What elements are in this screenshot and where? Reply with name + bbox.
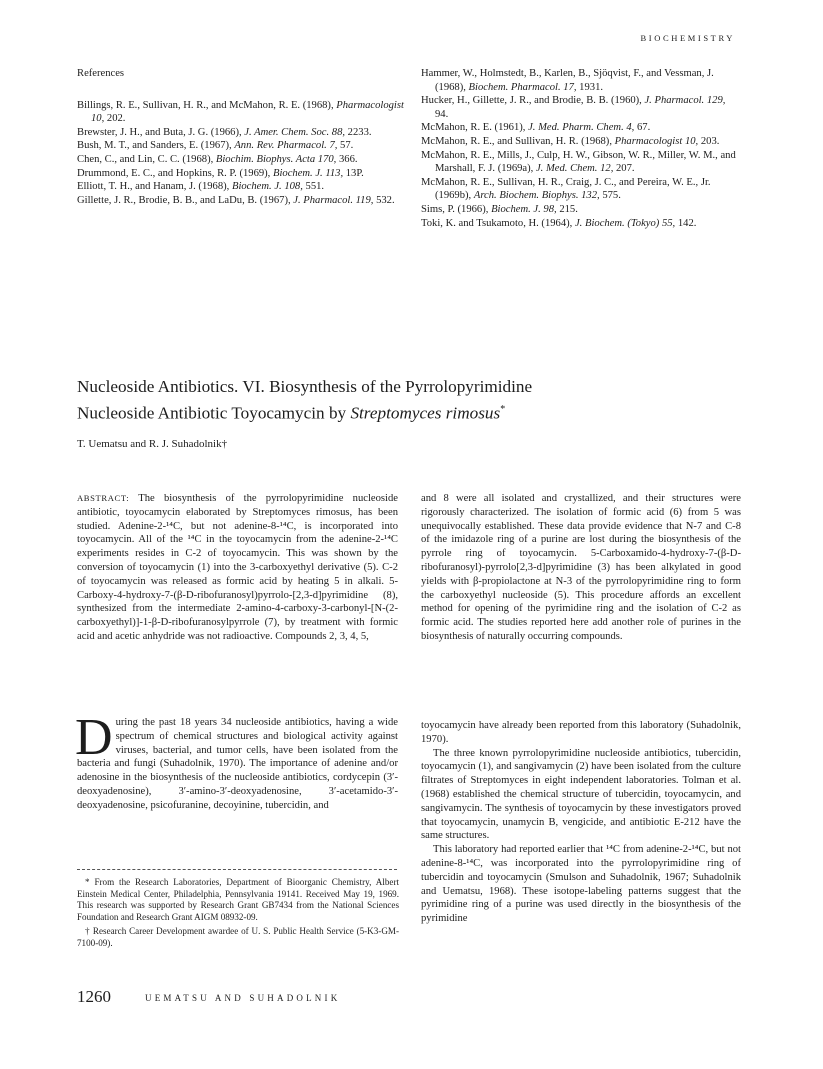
references-left-column — [77, 67, 407, 207]
running-head: BIOCHEMISTRY — [640, 33, 735, 43]
page-number: 1260 — [77, 987, 111, 1006]
drop-cap: D — [75, 709, 113, 766]
reference-entry: Hammer, W., Holmstedt, B., Karlen, B., Sjöqvist, F., and Vessman, J. (1968), Biochem. Pharmacol. 17, 1931. — [421, 68, 714, 93]
body-paragraph: This laboratory had reported earlier that ¹⁴C from adenine-2-¹⁴C, but not adenine-8-¹⁴C, was incorporated into the pyrrolopyrimidine ring of tubercidin and toyocamycin (Smulson and Suhadolnik, 1967; Suhadolnik and Uematsu, 1968). These isotope-labeling patterns suggest that the pyrimidine ring of a purine was used directly in the biosynthesis of the pyrimidine — [421, 844, 741, 925]
reference-entry: McMahon, R. E. (1961), J. Med. Pharm. Chem. 4, 67. — [421, 122, 651, 134]
footer-author-names: UEMATSU AND SUHADOLNIK — [145, 993, 341, 1003]
body-paragraph: toyocamycin have already been reported from this laboratory (Suhadolnik, 1970). — [421, 720, 741, 745]
article-title — [77, 376, 757, 425]
footnote-award: † Research Career Development awardee of U. S. Public Health Service (5-K3-GM-7100-09). — [77, 926, 399, 948]
reference-entry: Toki, K. and Tsukamoto, H. (1964), J. Biochem. (Tokyo) 55, 142. — [421, 217, 697, 229]
references-heading: References — [77, 68, 125, 79]
abstract-label: ABSTRACT: — [77, 493, 130, 503]
body-left — [75, 709, 398, 813]
title-line-1: Nucleoside Antibiotics. VI. Biosynthesis of the Pyrrolopyrimidine — [77, 377, 533, 396]
reference-entry: Brewster, J. H., and Buta, J. G. (1966), J. Amer. Chem. Soc. 88, 2233. — [77, 126, 372, 138]
authors: T. Uematsu and R. J. Suhadolnik† — [77, 438, 228, 450]
reference-entry: Chen, C., and Lin, C. C. (1968), Biochim. Biophys. Acta 170, 366. — [77, 153, 358, 165]
reference-entry: Billings, R. E., Sullivan, H. R., and McMahon, R. E. (1968), Pharmacologist 10, 202. — [77, 99, 404, 125]
reference-entry: Elliott, T. H., and Hanam, J. (1968), Biochem. J. 108, 551. — [77, 181, 325, 193]
reference-entry: Gillette, J. R., Brodie, B. B., and LaDu, B. (1967), J. Pharmacol. 119, 532. — [77, 194, 395, 206]
reference-entry: Hucker, H., Gillette, J. R., and Brodie, B. B. (1960), J. Pharmacol. 129, 94. — [421, 95, 726, 120]
reference-entry: McMahon, R. E., Mills, J., Culp, H. W., Gibson, W. R., Miller, W. M., and Marshall, F. J. (1969a), J. Med. Chem. 12, 207. — [421, 149, 736, 175]
footnote-affiliation: * From the Research Laboratories, Department of Bioorganic Chemistry, Albert Einstein Medical Center, Philadelphia, Pennsylvania 19141. Received May 19, 1969. This research was supported by Research Grant GB7434 from the National Sciences Foundation and Research Grant AIGM 08932-09. — [77, 877, 399, 922]
abstract-text-left: The biosynthesis of the pyrrolopyrimidine nucleoside antibiotic, toyocamycin elaborated by Streptomyces rimosus, has been studied. Adenine-2-¹⁴C, but not adenine-8-¹⁴C, is incorporated into toyocamycin. All of the ¹⁴C in the toyocamycin from the adenine-2-¹⁴C experiments resides in C-2 of toyocamycin. This was shown by the conversion of toyocamycin (1) into the 3-carboxyethyl derivative (5). C-2 of toyocamycin was released as formic acid by heating 5 in alkali. 5-Carboxy-4-hydroxy-7-(β-D-ribofuranosyl)pyrrolo-[2,3-d]pyrimidine (8), synthesized from the intermediate 2-amino-4-carboxy-3-carbonyl-[N-(2-carboxyethyl)]-1-β-D-ribofuranosylpyrrole (7), by treatment with formic acid and acetic anhydride was not radioactive. Compounds 2, 3, 4, 5, — [77, 493, 398, 642]
abstract-right — [421, 492, 741, 644]
reference-entry: Bush, M. T., and Sanders, E. (1967), Ann. Rev. Pharmacol. 7, 57. — [77, 140, 354, 152]
reference-entry: Drummond, E. C., and Hopkins, R. P. (1969), Biochem. J. 113, 13P. — [77, 167, 364, 179]
title-line-2: Nucleoside Antibiotic Toyocamycin by Streptomyces rimosus* — [77, 403, 506, 423]
footnote-rule — [77, 869, 397, 870]
organism-name: Streptomyces rimosus — [350, 403, 501, 423]
body-right — [421, 719, 741, 926]
references-right-column — [421, 67, 741, 230]
footnotes — [77, 877, 399, 953]
reference-entry: Sims, P. (1966), Biochem. J. 98, 215. — [421, 203, 578, 215]
abstract-left — [77, 492, 398, 644]
reference-entry: McMahon, R. E., Sullivan, H. R., Craig, J. C., and Pereira, W. E., Jr. (1969b), Arch. Biochem. Biophys. 132, 575. — [421, 176, 711, 202]
body-paragraph: uring the past 18 years 34 nucleoside antibiotics, having a wide spectrum of chemical structures and biological activity against viruses, bacterial, and tumor cells, have been isolated from the bacteria and fungi (Suhadolnik, 1970). The importance of adenine and/or adenosine in the biosynthesis of the nucleoside antibiotics, cordycepin (3′-deoxyadenosine), 3′-amino-3′-deoxyadenosine, 3′-acetamido-3′-deoxyadenosine, psicofuranine, decoyinine, tubercidin, and — [77, 717, 398, 811]
body-paragraph: The three known pyrrolopyrimidine nucleoside antibiotics, tubercidin, toyocamycin (1), and sangivamycin (2) have been isolated from the culture filtrates of Streptomyces in eight independent laboratories. Tolman et al. (1968) established the chemical structure of tubercidin, toyocamycin, and sangivamycin. The synthesis of toyocamycin by these investigators proved that toyocamycin, unamycin B, vengicide, and antibiotic E-212 have the same structures. — [421, 747, 741, 842]
abstract-text-right: and 8 were all isolated and crystallized, and their structures were rigorously characterized. The isolation of formic acid (6) from 5 was unequivocally established. These data provide evidence that N-7 and C-8 of the imidazole ring of a purine are lost during the biosynthesis of the pyrrole ring of toyocamycin. 5-Carboxamido-4-hydroxy-7-(β-D-ribofuranosyl)-pyrrolo[2,3-d]pyrimidine (3) has been alkylated in good yields with β-propiolactone at N-3 of the pyrrolopyrimidine ring to form the carboxyethyl nucleoside (5). This procedure affords an excellent method for opening of the pyrimidine ring and the isolation of C-2 as formic acid. The studies reported here add another role of purines in the biosynthesis of naturally occurring compounds. — [421, 493, 741, 642]
reference-entry: McMahon, R. E., and Sullivan, H. R. (1968), Pharmacologist 10, 203. — [421, 135, 720, 147]
